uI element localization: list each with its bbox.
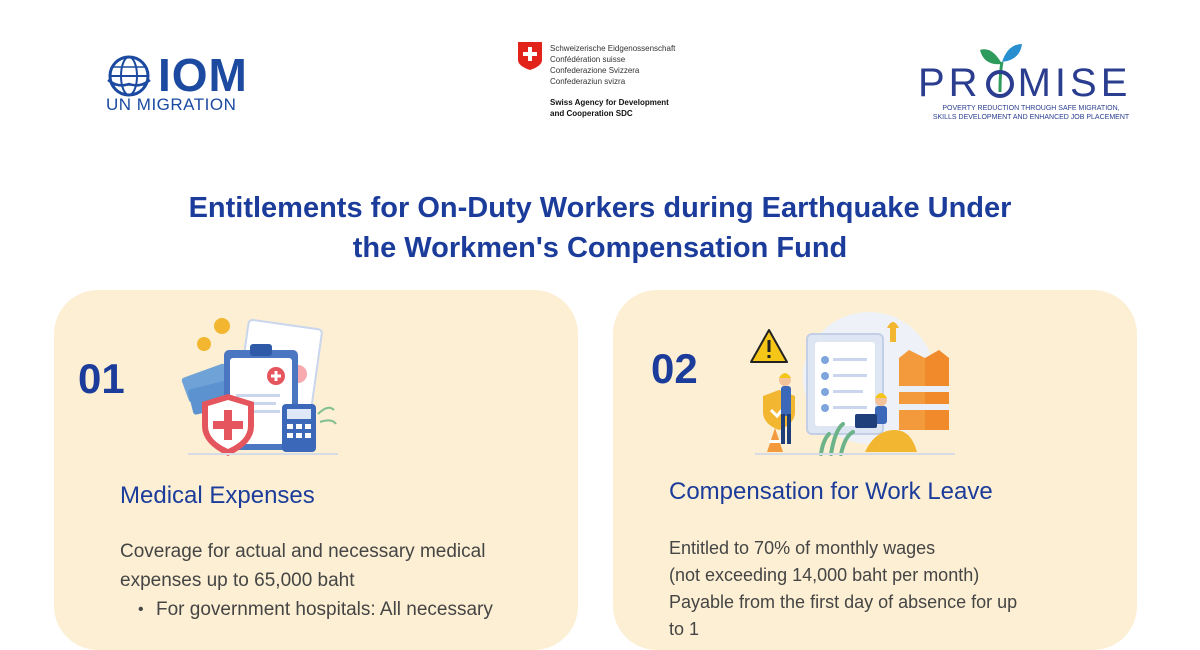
swiss-line-it: Confederazione Svizzera — [550, 66, 640, 75]
bullet-list — [120, 595, 560, 624]
swiss-agency-line1: Swiss Agency for Development — [550, 98, 669, 107]
page-title-line1: Entitlements for On-Duty Workers during Earthquake Under — [188, 192, 1012, 224]
promise-logo — [918, 42, 1148, 126]
card-body-line3: Payable from the first day of absence for up — [669, 592, 1018, 612]
iom-subtitle: UN MIGRATION — [106, 95, 237, 114]
card-medical-expenses — [54, 290, 578, 650]
promise-wordmark — [918, 62, 1131, 104]
card-heading: Compensation for Work Leave — [669, 478, 993, 505]
promise-word-end: MISE — [1017, 61, 1132, 105]
globe-icon — [106, 54, 152, 98]
iom-wordmark: IOM — [158, 49, 248, 101]
medical-expenses-illustration — [178, 314, 358, 468]
card-number: 02 — [651, 345, 698, 392]
promise-tagline — [926, 104, 1136, 122]
swiss-cross-icon — [518, 42, 542, 70]
card-body-line1: Coverage for actual and necessary medical — [120, 541, 486, 562]
card-body-line2: (not exceeding 14,000 baht per month) — [669, 565, 980, 585]
card-body — [669, 535, 1119, 643]
card-body-line4: to 1 — [669, 619, 700, 639]
swiss-confederation-names — [550, 43, 675, 87]
page-title-line2: the Workmen's Compensation Fund — [352, 232, 848, 264]
swiss-agency-line2: and Cooperation SDC — [550, 109, 633, 118]
card-body-line2: expenses up to 65,000 baht — [120, 570, 355, 591]
work-leave-illustration — [749, 304, 959, 464]
card-body-line1: Entitled to 70% of monthly wages — [669, 538, 936, 558]
swiss-line-de: Schweizerische Eidgenossenschaft — [550, 44, 676, 53]
promise-tagline-line2: SKILLS DEVELOPMENT AND ENHANCED JOB PLACEMENT — [932, 114, 1130, 121]
card-work-leave-compensation — [613, 290, 1137, 650]
list-item: • For government hospitals: All necessary — [138, 595, 560, 624]
card-body — [120, 537, 560, 624]
swiss-line-fr: Confédération suisse — [550, 55, 626, 64]
swiss-line-rm: Confederaziun svizra — [550, 77, 626, 86]
promise-word-start: PR — [918, 61, 982, 105]
page-title — [100, 188, 1100, 268]
card-heading: Medical Expenses — [120, 482, 315, 509]
iom-logo — [104, 49, 264, 114]
card-number: 01 — [78, 355, 125, 402]
swiss-sdc-logo — [518, 42, 698, 122]
promise-tagline-line1: POVERTY REDUCTION THROUGH SAFE MIGRATION, — [942, 105, 1120, 112]
swiss-agency-name — [550, 97, 669, 119]
